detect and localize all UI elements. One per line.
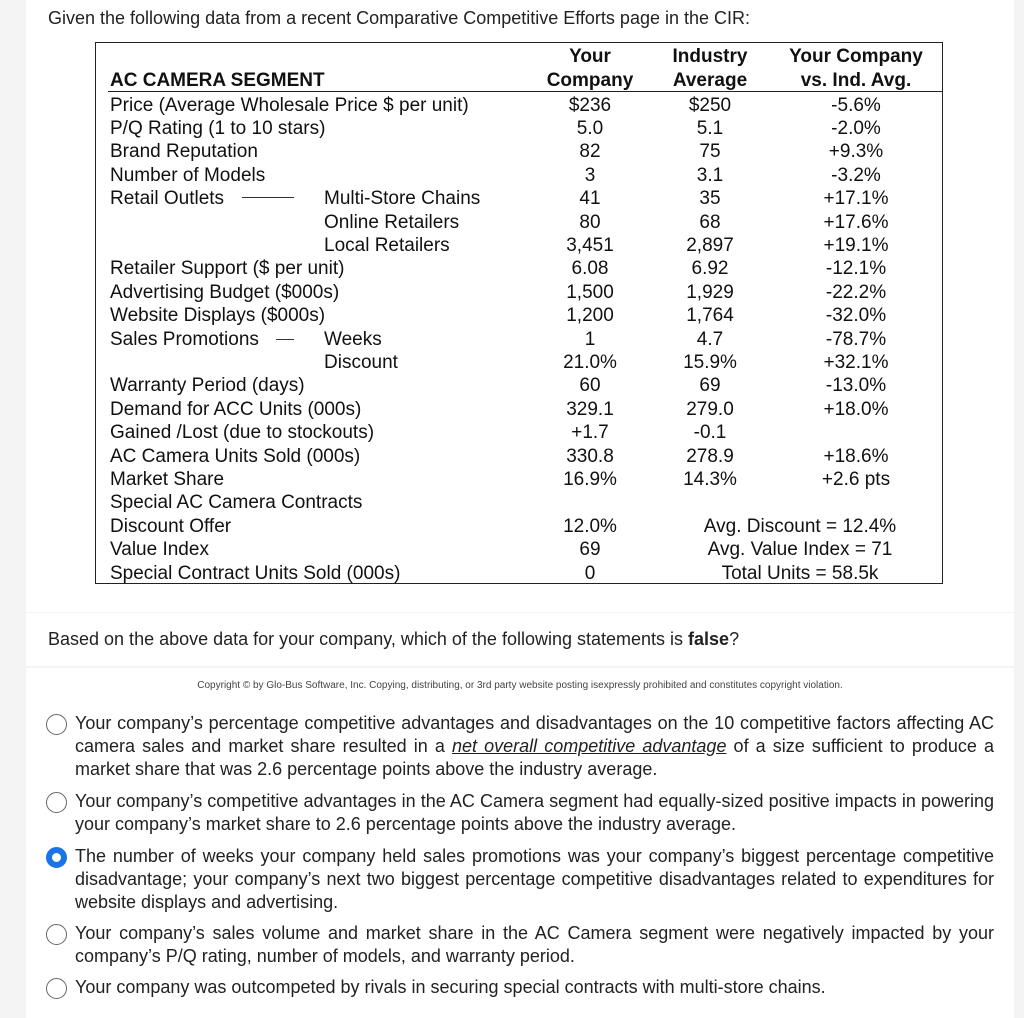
- radio-selected-icon[interactable]: [46, 847, 67, 868]
- industry-average-value: 75: [699, 141, 721, 163]
- sales-promotions-dash: [276, 339, 294, 340]
- row-label: Demand for ACC Units (000s): [110, 398, 362, 420]
- option-text-main: The number of weeks your company held sales promotions was your company’s biggest percentage competitive disadvantage; your company’s next two biggest percentage competitive disadvantages related to expenditures for website displays and advertising.: [75, 846, 994, 912]
- row-sublabel: Multi-Store Chains: [324, 188, 481, 210]
- industry-average-value: 6.92: [691, 258, 729, 280]
- special-row-label: Discount Offer: [110, 515, 232, 537]
- row-label: P/Q Rating (1 to 10 stars): [110, 117, 326, 139]
- your-company-value: $236: [568, 94, 612, 116]
- industry-header-2: Average: [672, 70, 748, 91]
- row-label: Website Displays ($000s): [110, 305, 326, 327]
- question-emphasis: false: [688, 629, 730, 649]
- vs-industry-value: +2.6 pts: [821, 468, 891, 490]
- industry-average-value: 14.3%: [683, 468, 737, 490]
- special-row-label: Value Index: [110, 539, 209, 561]
- intro-text: Given the following data from a recent Comparative Competitive Efforts page in the CIR:: [48, 8, 751, 28]
- answer-option-text: [75, 976, 994, 999]
- copyright-notice: Copyright © by Glo-Bus Software, Inc. Copying, distributing, or 3rd party website posting isexpressly prohibited and constitutes copyright violation.: [197, 680, 843, 691]
- answers-panel: [26, 668, 1014, 1018]
- header-divider: [108, 91, 942, 92]
- industry-average-value: -0.1: [693, 422, 727, 444]
- your-company-value: 3: [584, 164, 596, 186]
- answer-option-text: [75, 845, 994, 914]
- row-label: Gained /Lost (due to stockouts): [110, 422, 375, 444]
- row-label: Brand Reputation: [110, 141, 258, 163]
- industry-average-value: 35: [699, 188, 721, 210]
- your-company-value: 330.8: [566, 445, 614, 467]
- your-company-value: 16.9%: [563, 468, 617, 490]
- row-label: Retail Outlets: [110, 188, 225, 210]
- vs-industry-value: -12.1%: [825, 258, 887, 280]
- answer-option-text: [75, 922, 994, 968]
- option-text-emphasis: net overall competitive advantage: [451, 736, 727, 756]
- option-text-main: Your company’s percentage competitive advantages and disadvantages on the 10 competitive factors affecting AC camera sales and market share resulted in a: [75, 713, 994, 756]
- row-sublabel: Online Retailers: [324, 211, 460, 233]
- industry-average-value: 5.1: [696, 117, 724, 139]
- industry-average-value: 68: [699, 211, 721, 233]
- retail-outlets-dash: [242, 197, 294, 198]
- your-company-value: 60: [579, 375, 601, 397]
- question-suffix: ?: [729, 629, 740, 649]
- special-your-value: 12.0%: [563, 515, 617, 537]
- your-company-value: 3,451: [566, 234, 614, 256]
- row-label: Special AC Camera Contracts: [110, 492, 363, 514]
- vs-header-2: vs. Ind. Avg.: [800, 70, 912, 91]
- special-average-note: Avg. Discount = 12.4%: [703, 515, 897, 537]
- vs-header-1: Your Company: [789, 46, 923, 67]
- vs-industry-value: -13.0%: [825, 375, 887, 397]
- special-your-value: 0: [584, 562, 596, 584]
- industry-average-value: 15.9%: [683, 351, 737, 373]
- row-label: Retailer Support ($ per unit): [110, 258, 345, 280]
- industry-average-value: $250: [688, 94, 732, 116]
- industry-average-value: 4.7: [696, 328, 724, 350]
- vs-industry-value: +18.0%: [823, 398, 889, 420]
- your-company-value: 21.0%: [563, 351, 617, 373]
- vs-industry-value: +17.1%: [823, 188, 889, 210]
- row-label: Warranty Period (days): [110, 375, 305, 397]
- option-text-main: Your company’s sales volume and market share in the AC Camera segment were negatively impacted by your company’s P/Q rating, number of models, and warranty period.: [75, 923, 994, 966]
- vs-industry-value: -32.0%: [825, 305, 887, 327]
- special-average-note: Avg. Value Index = 71: [707, 539, 893, 561]
- question-text: [48, 629, 739, 650]
- special-average-note: Total Units = 58.5k: [721, 562, 879, 584]
- vs-industry-value: -5.6%: [831, 94, 881, 116]
- cir-panel: [26, 0, 1014, 612]
- row-label: Advertising Budget ($000s): [110, 281, 340, 303]
- industry-average-value: 69: [699, 375, 721, 397]
- radio-unselected-icon[interactable]: [46, 714, 67, 735]
- answer-option-text: [75, 712, 994, 781]
- row-label: AC Camera Units Sold (000s): [110, 445, 361, 467]
- special-your-value: 69: [579, 539, 601, 561]
- option-text-main: Your company was outcompeted by rivals in securing special contracts with multi-store chains.: [75, 977, 826, 997]
- your-company-header-1: Your: [569, 46, 611, 67]
- your-company-value: 41: [579, 188, 601, 210]
- radio-unselected-icon[interactable]: [46, 978, 67, 999]
- vs-industry-value: +32.1%: [823, 351, 889, 373]
- row-sublabel: Discount: [324, 351, 398, 373]
- vs-industry-value: -3.2%: [831, 164, 881, 186]
- row-label: Number of Models: [110, 164, 266, 186]
- your-company-value: 82: [579, 141, 601, 163]
- your-company-header-2: Company: [546, 70, 634, 91]
- industry-header-1: Industry: [672, 46, 748, 67]
- cir-table: [95, 42, 943, 584]
- your-company-value: 6.08: [571, 258, 609, 280]
- your-company-value: 1: [584, 328, 596, 350]
- your-company-value: +1.7: [571, 422, 609, 444]
- industry-average-value: 1,764: [686, 305, 734, 327]
- row-label: Market Share: [110, 468, 225, 490]
- vs-industry-value: -78.7%: [825, 328, 887, 350]
- radio-unselected-icon[interactable]: [46, 924, 67, 945]
- vs-industry-value: +18.6%: [823, 445, 889, 467]
- your-company-value: 5.0: [576, 117, 604, 139]
- vs-industry-value: -22.2%: [825, 281, 887, 303]
- vs-industry-value: +17.6%: [823, 211, 889, 233]
- vs-industry-value: +9.3%: [828, 141, 884, 163]
- answer-option-text: [75, 790, 994, 836]
- industry-average-value: 278.9: [686, 445, 734, 467]
- industry-average-value: 279.0: [686, 398, 734, 420]
- row-label: Sales Promotions: [110, 328, 259, 350]
- industry-average-value: 2,897: [686, 234, 734, 256]
- vs-industry-value: -2.0%: [831, 117, 881, 139]
- vs-industry-value: +19.1%: [823, 234, 889, 256]
- option-text-end: of a size sufficient to produce a market share that was 2.6 percentage points above the industry average.: [75, 736, 994, 779]
- your-company-value: 1,500: [566, 281, 614, 303]
- question-panel: [26, 613, 1014, 666]
- your-company-value: 80: [579, 211, 601, 233]
- radio-unselected-icon[interactable]: [46, 792, 67, 813]
- question-prefix: Based on the above data for your company, which of the following statements is: [48, 629, 689, 649]
- row-label: Price (Average Wholesale Price $ per unit): [110, 94, 469, 116]
- your-company-value: 329.1: [566, 398, 614, 420]
- industry-average-value: 3.1: [696, 164, 724, 186]
- your-company-value: 1,200: [566, 305, 614, 327]
- special-row-label: Special Contract Units Sold (000s): [110, 562, 401, 584]
- row-sublabel: Weeks: [324, 328, 382, 350]
- option-text-main: Your company’s competitive advantages in the AC Camera segment had equally-sized positive impacts in powering your company’s market share to 2.6 percentage points above the industry average.: [75, 791, 994, 834]
- industry-average-value: 1,929: [686, 281, 734, 303]
- row-sublabel: Local Retailers: [324, 234, 450, 256]
- segment-header: AC CAMERA SEGMENT: [110, 70, 325, 91]
